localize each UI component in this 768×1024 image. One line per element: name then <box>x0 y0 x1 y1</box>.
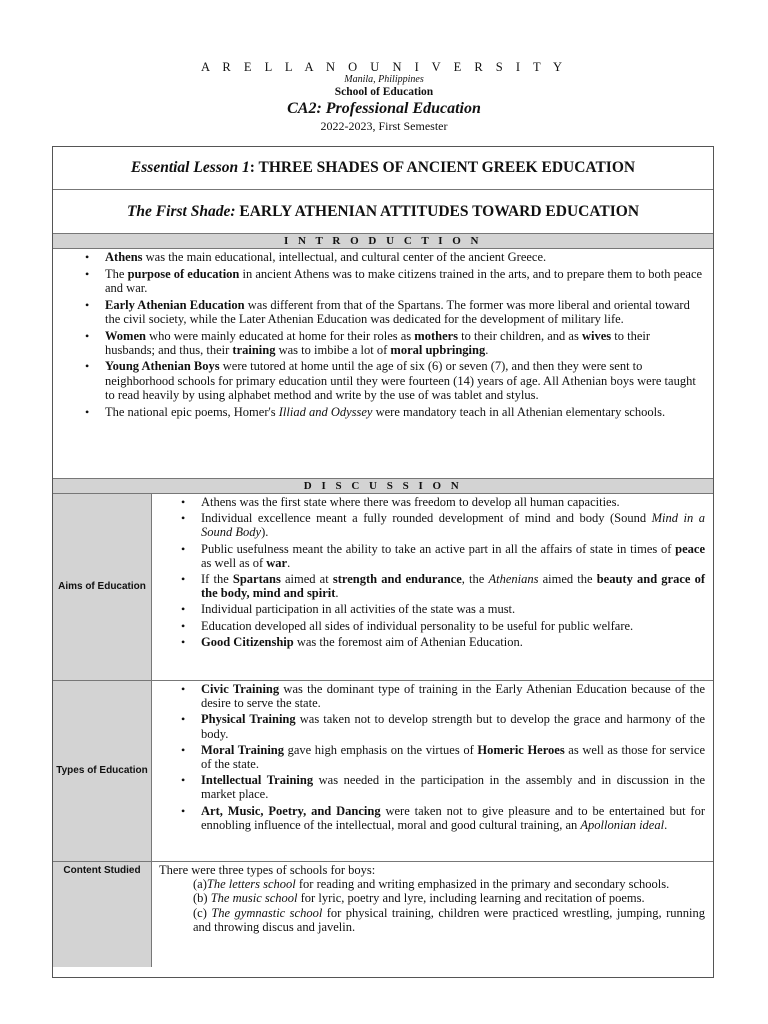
introduction-section <box>53 249 713 478</box>
content-intro: There were three types of schools for boys: <box>159 863 376 877</box>
aims-label: Aims of Education <box>53 494 152 680</box>
list-item: • Women who were mainly educated at home for their roles as mothers to their children, and as wives to their husbands; and thus, their training was to imbibe a lot of moral upbringing. <box>105 329 703 357</box>
school-type-item: (a)The letters school for reading and writing emphasized in the primary and secondary schools. <box>193 877 670 892</box>
list-item: • Athens was the main educational, intellectual, and cultural center of the ancient Greece. <box>105 250 703 264</box>
list-item: • Individual participation in all activities of the state was a must. <box>201 602 705 616</box>
shade-title <box>53 190 713 234</box>
discussion-heading: D I S C U S S I O N <box>53 478 713 494</box>
content-label: Content Studied <box>53 862 152 967</box>
list-item: • Early Athenian Education was different from that of the Spartans. The former was more liberal and oriental toward the civil society, while the Later Athenian Education was dedicated for the development of military life. <box>105 298 703 326</box>
school-type-item: (c) The gymnastic school for physical training, children were practiced wrestling, jumping, running and throwing discus and javelin. <box>193 905 705 934</box>
school-type-item: (b) The music school for lyric, poetry and lyre, including learning and recitation of poems. <box>193 891 645 906</box>
list-item: • Good Citizenship was the foremost aim of Athenian Education. <box>201 635 705 649</box>
lesson-prefix: Essential Lesson 1 <box>130 159 250 176</box>
list-item: • Moral Training gave high emphasis on the virtues of Homeric Heroes as well as those for service of the state. <box>201 743 705 771</box>
list-item: • Civic Training was the dominant type of training in the Early Athenian Education because of the desire to serve the state. <box>201 682 705 710</box>
list-item: • Public usefulness meant the ability to take an active part in all the affairs of state in times of peace as well as of war. <box>201 542 705 570</box>
university-location: Manila, Philippines <box>344 74 424 85</box>
university-name: A R E L L A N O U N I V E R S I T Y <box>200 60 568 74</box>
list-item: • Individual excellence meant a fully rounded development of mind and body (Sound Mind in a Sound Body). <box>201 511 705 539</box>
aims-content <box>152 494 713 680</box>
list-item: • If the Spartans aimed at strength and endurance, the Athenians aimed the beauty and grace of the body, mind and spirit. <box>201 572 705 600</box>
lesson-title <box>53 147 713 190</box>
list-item: • Intellectual Training was needed in the participation in the assembly and in discussion in the market place. <box>201 773 705 801</box>
list-item: • Education developed all sides of individual personality to be useful for public welfare. <box>201 619 705 633</box>
lesson-title-text: : THREE SHADES OF ANCIENT GREEK EDUCATION <box>249 159 636 176</box>
content-studied <box>152 862 713 967</box>
introduction-list <box>63 250 703 419</box>
types-label: Types of Education <box>53 681 152 861</box>
list-item: • Athens was the first state where there was freedom to develop all human capacities. <box>201 495 705 509</box>
lesson-box <box>52 146 714 978</box>
document-header <box>0 60 768 133</box>
semester: 2022-2023, First Semester <box>320 119 448 133</box>
aims-row <box>53 494 713 680</box>
types-row <box>53 680 713 861</box>
school-name: School of Education <box>334 86 434 98</box>
list-item: • Young Athenian Boys were tutored at home until the age of six (6) or seven (7), and then they were sent to neighborhood schools for primary education until they were fourteen (14) years of age. All Athenian boys were taught to read heavily by using alphabet method and write by the use of was tablet and stylus. <box>105 359 703 402</box>
list-item: • Physical Training was taken not to develop strength but to develop the grace and harmony of the body. <box>201 712 705 740</box>
course-title: CA2: Professional Education <box>287 100 481 117</box>
list-item: • The purpose of education in ancient Athens was to make citizens trained in the arts, and to prepare them to both peace and war. <box>105 267 703 295</box>
content-row <box>53 861 713 967</box>
list-item: • The national epic poems, Homer's Illiad and Odyssey were mandatory teach in all Athenian elementary schools. <box>105 405 703 419</box>
shade-title-text: EARLY ATHENIAN ATTITUDES TOWARD EDUCATION <box>235 202 640 220</box>
types-content <box>152 681 713 861</box>
introduction-heading: I N T R O D U C T I O N <box>53 234 713 249</box>
shade-prefix: The First Shade: <box>126 202 236 220</box>
list-item: • Art, Music, Poetry, and Dancing were taken not to give pleasure and to be entertained but for ennobling influence of the intellectual, moral and good cultural training, an Apollonian ideal. <box>201 804 705 832</box>
